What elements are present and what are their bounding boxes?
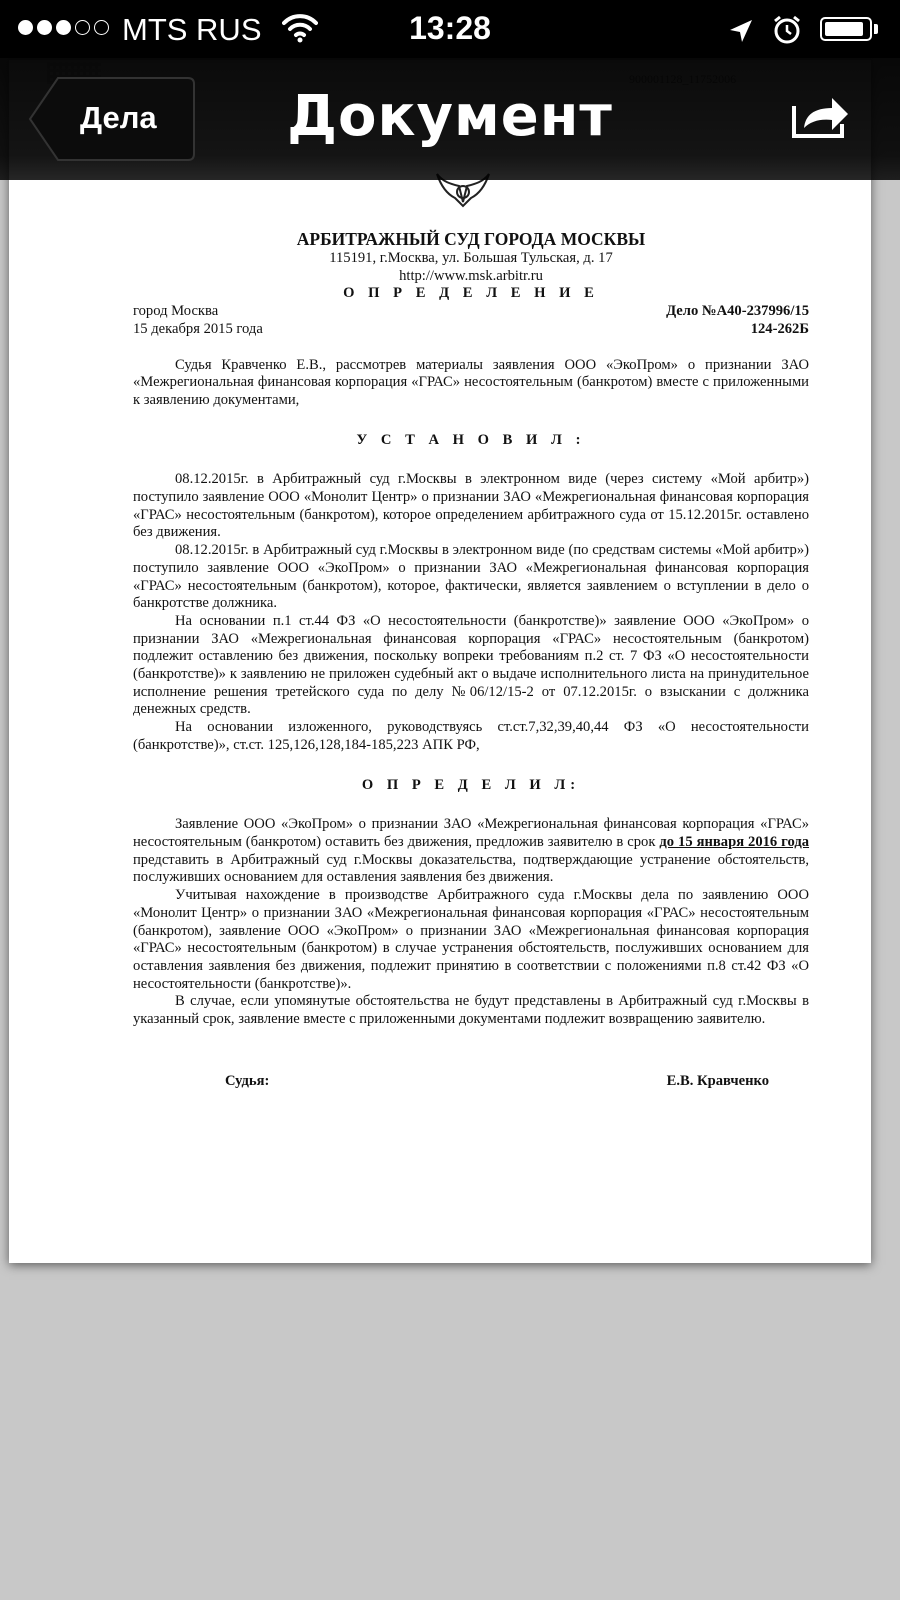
case-number: Дело №А40-237996/15 [666, 303, 809, 320]
header-row-1 [133, 303, 809, 321]
status-bar [0, 0, 900, 58]
alarm-clock-icon [772, 15, 802, 45]
judge-label: Судья: [225, 1072, 270, 1089]
decided-heading: О П Р Е Д Е Л И Л: [361, 776, 581, 793]
battery-icon [820, 17, 872, 41]
battery-tip [874, 24, 878, 34]
clock-time: 13:28 [409, 10, 491, 46]
document-date: 15 декабря 2015 года [133, 320, 263, 337]
case-code: 124-262Б [750, 320, 809, 337]
established-paragraph: На основании п.1 ст.44 ФЗ «О несостоятельности (банкротстве)» заявление ООО «ЭкоПром» о признании ЗАО «Межрегиональная финансовая корпорация «ГРАС» несостоятельным (банкротом) подлежит оставлению без движения, поскольку вопреки требованиям п.2 ст. 7 ФЗ «О несостоятельности (банкротстве)» к заявлению не приложен судебный акт о выдаче исполнительного листа на принудительное исполнение решения третейского суда по делу №06/12/15-2 от 07.12.2015г. о взыскании с должника денежных средств. [133, 612, 809, 718]
navigation-bar [0, 58, 900, 180]
court-website: http://www.msk.arbitr.ru [399, 267, 543, 284]
document-type: О П Р Е Д Е Л Е Н И Е [343, 285, 599, 302]
city: город Москва [133, 303, 219, 320]
share-icon[interactable] [790, 88, 852, 142]
court-name: АРБИТРАЖНЫЙ СУД ГОРОДА МОСКВЫ [296, 229, 646, 249]
document-content [133, 228, 809, 1090]
signature-row [133, 1073, 809, 1091]
decided-paragraph: В случае, если упомянутые обстоятельства не будут представлены в Арбитражный суд г.Москвы в указанный срок, заявление вместе с приложенными документами подлежит возвращению заявителю. [133, 993, 809, 1028]
established-paragraph: На основании изложенного, руководствуясь ст.ст.7,32,39,40,44 ФЗ «О несостоятельности (банкротстве)», ст.ст. 125,126,128,184-185,223 АПК РФ, [133, 719, 809, 753]
established-paragraph: 08.12.2015г. в Арбитражный суд г.Москвы в электронном виде (через систему «Мой арбитр») поступило заявление ООО «Монолит Центр» о признании ЗАО «Межрегиональная финансовая корпорация «ГРАС» несостоятельным (банкротом), которое определением арбитражного суда от 15.12.2015г. оставлено без движения. [133, 471, 809, 541]
page-title: Документ [287, 84, 613, 149]
battery-level [825, 22, 863, 36]
carrier-name: MTS RUS [122, 12, 262, 47]
established-heading: У С Т А Н О В И Л : [356, 431, 586, 448]
intro-paragraph: Судья Кравченко Е.В., рассмотрев материалы заявления ООО «ЭкоПром» о признании ЗАО «Межрегиональная финансовая корпорация «ГРАС» несостоятельным (банкротом) вместе с приложенными к заявлению документами, [133, 356, 809, 408]
location-arrow-icon [728, 18, 754, 44]
header-row-2 [133, 321, 809, 339]
back-button-label: Дела [80, 100, 157, 135]
decided-paragraph: Учитывая нахождение в производстве Арбитражного суда г.Москвы дела по заявлению ООО «Монолит Центр» о признании ЗАО «Межрегиональная финансовая корпорация «ГРАС» несостоятельным (банкротом), заявление ООО «ЭкоПром» о признании ЗАО «Межрегиональная финансовая корпорация «ГРАС» несостоятельным (банкротом) в случае устранения обстоятельств, послуживших основанием для оставления заявления без движения, подлежит принятию в соответствии с положениями п.8 ст.42 ФЗ «О несостоятельности (банкротстве)». [133, 887, 809, 992]
court-address: 115191, г.Москва, ул. Большая Тульская, д. 17 [329, 250, 613, 266]
document-page[interactable] [9, 60, 871, 1263]
decided-paragraph [133, 816, 809, 887]
decided-text: представить в Арбитражный суд г.Москвы доказательства, подтверждающие устранение обстоятельств, послуживших основанием для оставления заявления без движения. [133, 851, 809, 886]
deadline-date: до 15 января 2016 года [659, 833, 810, 850]
established-paragraph: 08.12.2015г. в Арбитражный суд г.Москвы в электронном виде (по средствам системы «Мой арбитр») поступило заявление ООО «ЭкоПром» о признании ЗАО «Межрегиональная финансовая корпорация «ГРАС» несостоятельным (банкротом), которое, фактически, является заявлением о вступлении в дело о банкротстве должника. [133, 542, 809, 612]
decided-text: Заявление ООО «ЭкоПром» о признании ЗАО «Межрегиональная финансовая корпорация «ГРАС» несостоятельным (банкротом) оставить без движения, предложив заявителю в срок [133, 816, 809, 850]
judge-name: Е.В. Кравченко [666, 1072, 769, 1089]
